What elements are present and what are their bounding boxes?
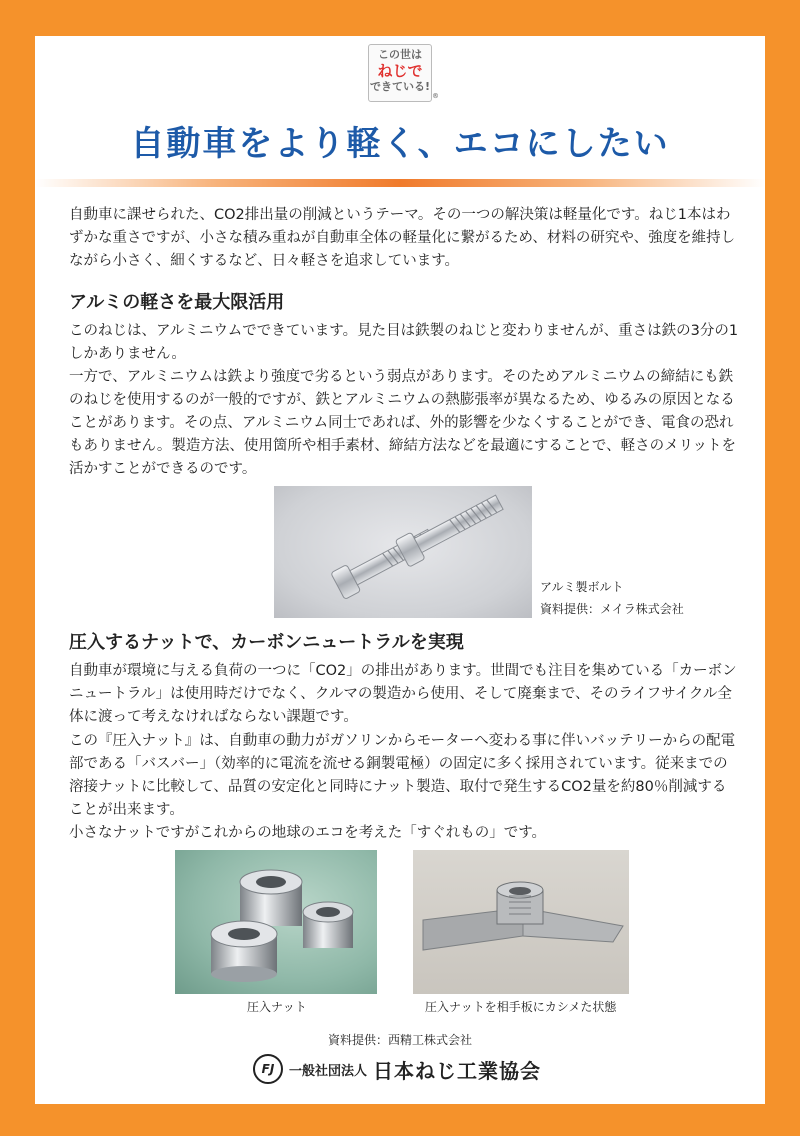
brand-logo	[368, 44, 439, 102]
organization-name: 日本ねじ工業協会	[373, 1058, 542, 1083]
title-divider	[35, 179, 765, 187]
section1-paragraph2: 一方で、アルミニウムは鉄より強度で劣るという弱点があります。そのためアルミニウムの締結にも鉄のねじを使用するのが一般的ですが、鉄とアルミニウムの熱膨張率が異なるため、ゆるみの原因となることがあります。その点、アルミニウム同士であれば、外的影響を少なくすることができ、電食の恐れもありません。製造方法、使用箇所や相手素材、締結方法などを最適にすることで、軽さのメリットを活かすことができるのです。	[69, 369, 736, 477]
bolt-illustration	[274, 486, 532, 618]
section2-paragraph1: 自動車が環境に与える負荷の一つに「CO2」の排出があります。世間でも注目を集めている「カーボンニュートラル」は使用時だけでなく、クルマの製造から使用、そして廃棄まで、そのライフサイクル全体に渡って考えなければならない課題です。	[69, 663, 737, 725]
press-nut-plate-photo	[413, 850, 629, 994]
bolt-source: 資料提供：メイラ株式会社	[540, 602, 684, 616]
press-nut-photo	[175, 850, 377, 994]
section2-paragraph2: この『圧入ナット』は、自動車の動力がガソリンからモーターへ変わる事に伴いバッテリーからの配電部である「バスバー」（効率的に電流を流せる銅製電極）の固定に多く採用されています。従来までの溶接ナットに比較して、品質の安定化と同時にナット製造、取付で発生するCO2量を約80％削減することが出来ます。	[69, 733, 736, 818]
aluminum-bolt-photo	[274, 486, 532, 618]
logo-line3: できている!	[369, 80, 431, 93]
plate-illustration	[413, 850, 629, 994]
bolt-caption: アルミ製ボルト	[540, 580, 624, 594]
section1-paragraph1: このねじは、アルミニウムでできています。見た目は鉄製のねじと変わりませんが、重さは鉄の3分の1しかありません。	[69, 323, 739, 362]
press-nut-plate-caption: 圧入ナットを相手板にカシメた状態	[425, 1000, 617, 1014]
section2-paragraph3: 小さなナットですがこれからの地球のエコを考えた「すぐれもの」です。	[69, 825, 547, 841]
poster-sheet	[35, 36, 765, 1104]
organization-type: 一般社団法人	[289, 1063, 368, 1079]
press-nut-caption: 圧入ナット	[247, 1000, 307, 1014]
photo-source: 資料提供：西精工株式会社	[327, 1033, 472, 1047]
organization-footer	[253, 1054, 541, 1084]
section2-heading: 圧入するナットで、カーボンニュートラルを実現	[69, 632, 464, 653]
logo-line1: この世は	[378, 48, 422, 61]
page-title: 自動車をより軽く、エコにしたい	[130, 124, 670, 164]
registered-mark: ®	[432, 92, 439, 100]
logo-line2: ねじで	[377, 62, 423, 80]
association-logo-icon: FJ	[253, 1054, 283, 1084]
intro-paragraph: 自動車に課せられた、CO2排出量の削減というテーマ。その一つの解決策は軽量化です。ねじ1本はわずかな重さですが、小さな積み重ねが自動車全体の軽量化に繋がるため、材料の研究や、強度を維持しながら小さく、細くするなど、日々軽さを追求しています。	[69, 207, 736, 269]
section1-heading: アルミの軽さを最大限活用	[69, 292, 285, 313]
press-nut-illustration	[175, 850, 377, 994]
